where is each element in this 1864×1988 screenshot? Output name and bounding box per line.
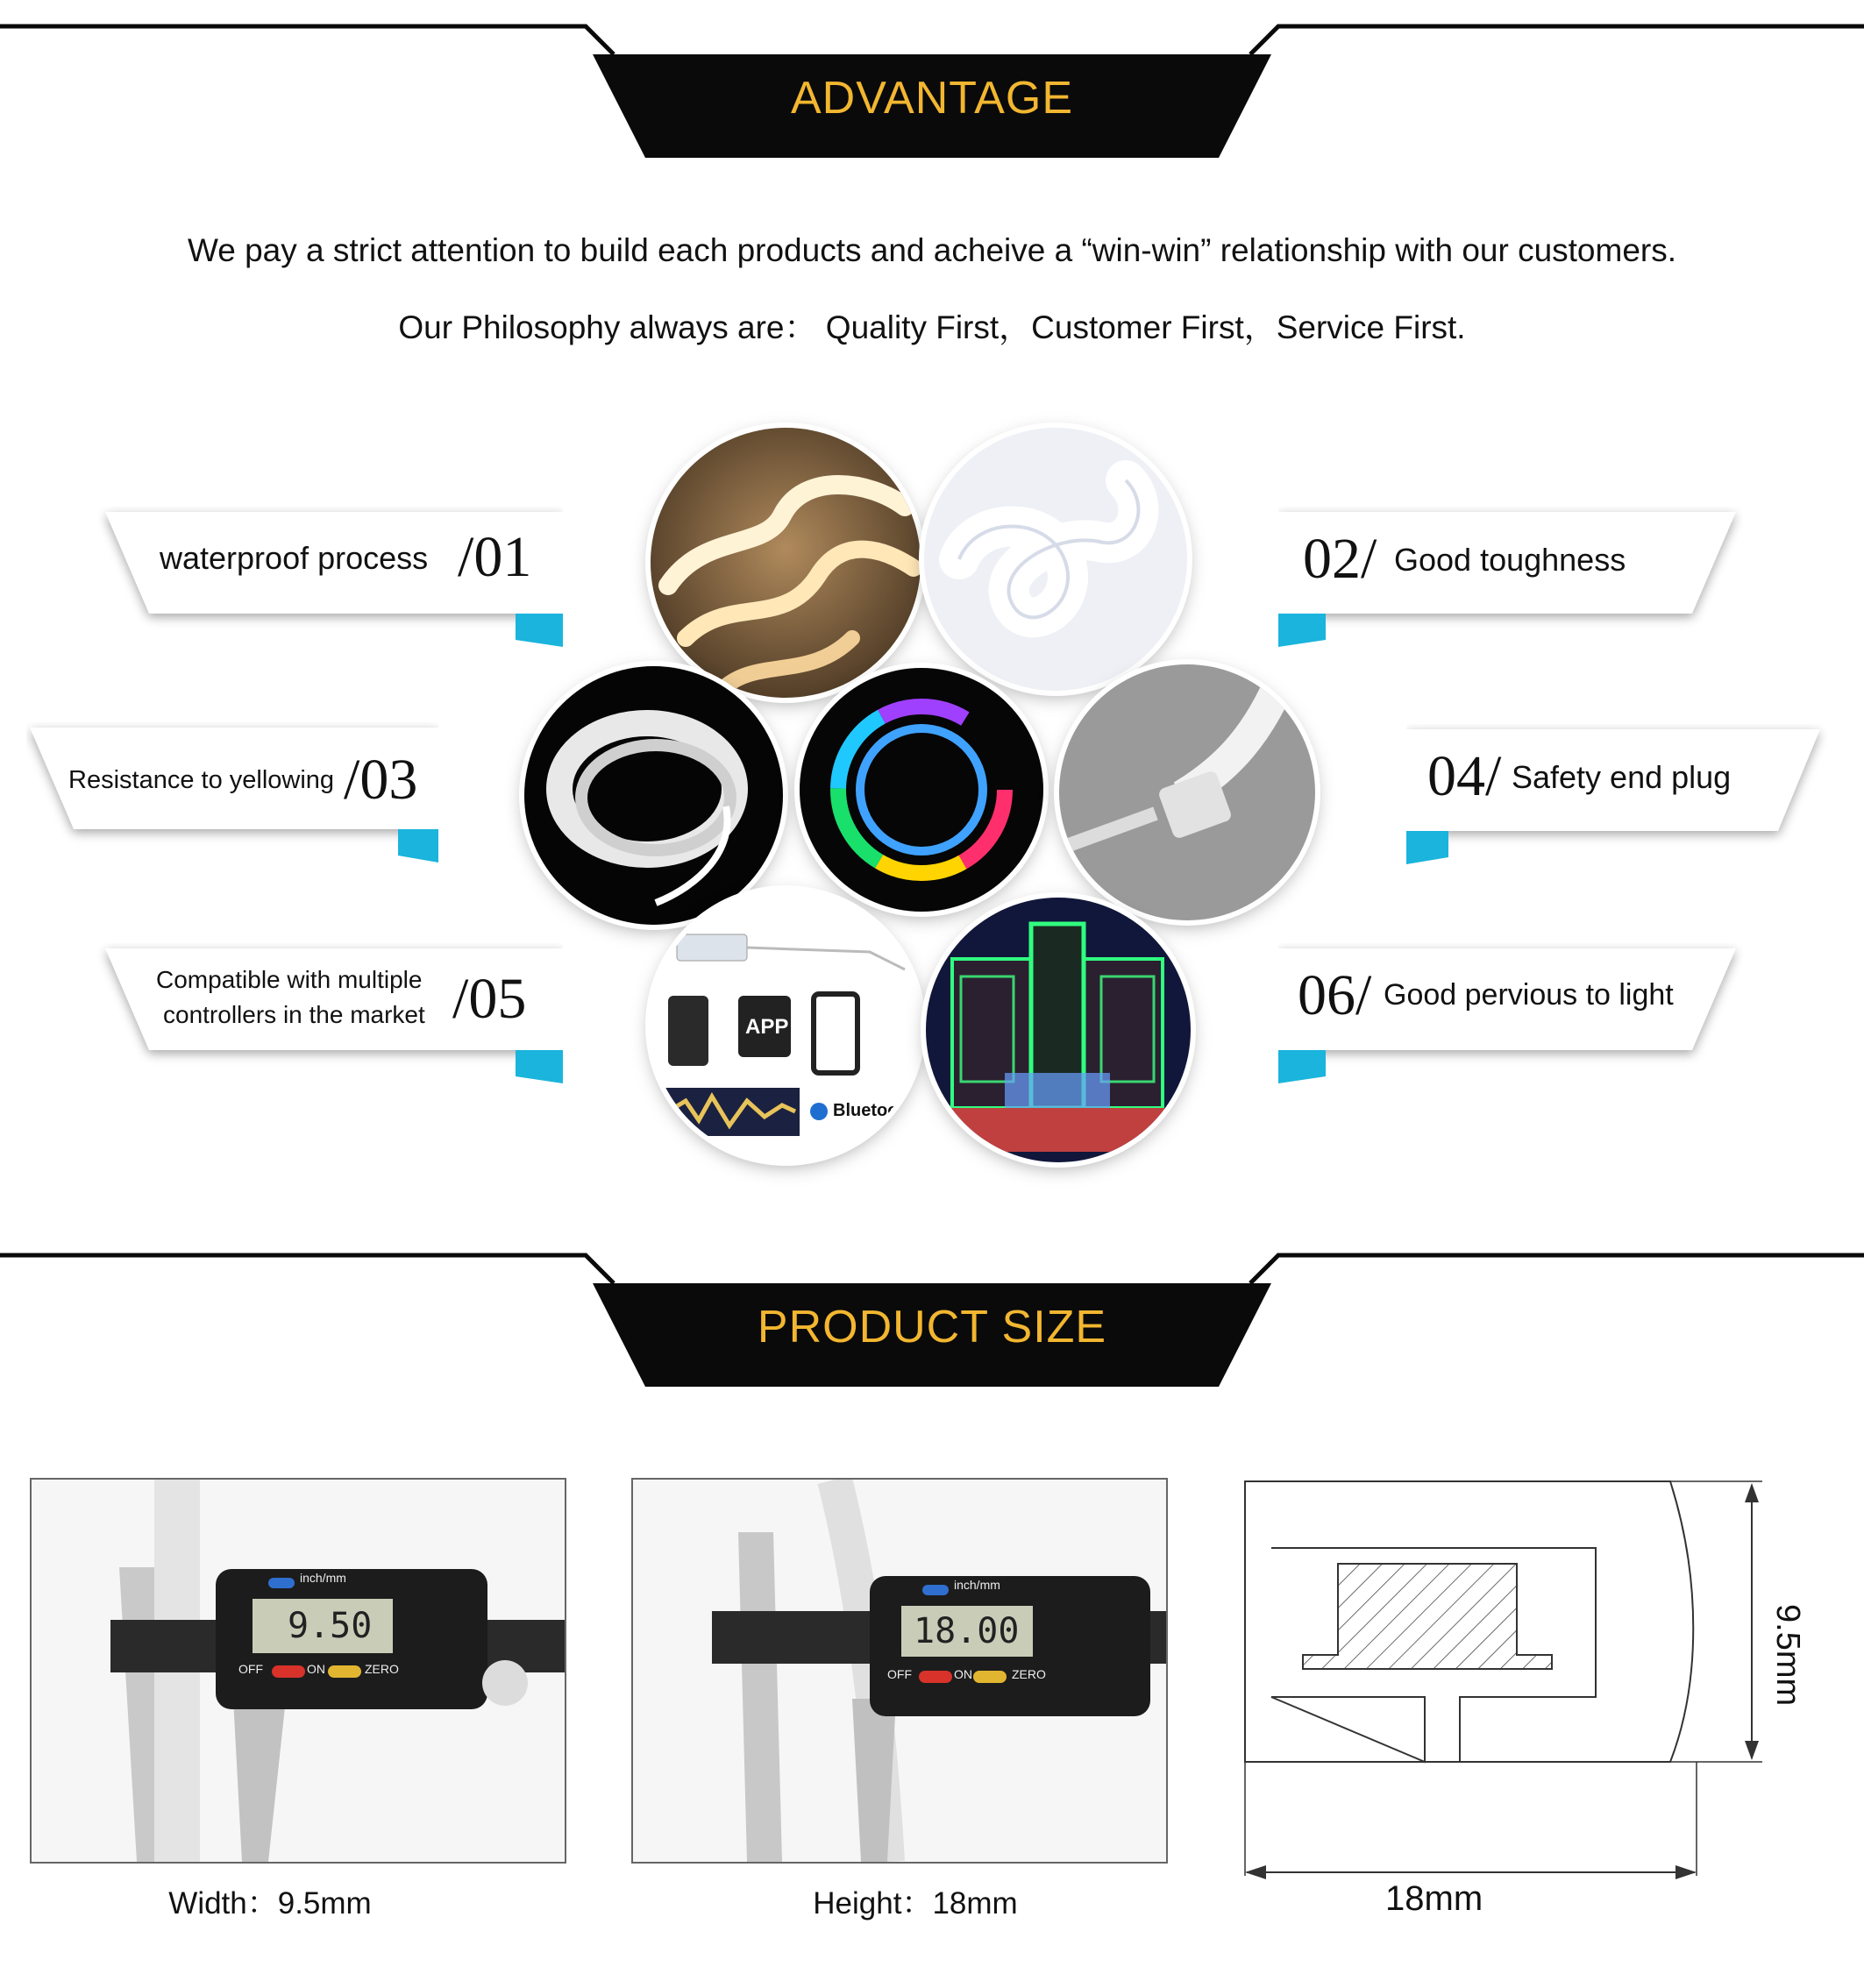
width-caption: Width：9.5mm: [168, 1886, 372, 1921]
circle-controllers-photo: [651, 891, 921, 1161]
feature-01: [98, 507, 563, 647]
product-size-banner: [0, 1246, 1864, 1395]
height-measure-photo: [631, 1478, 1168, 1864]
caliper-off-label: OFF: [238, 1662, 263, 1676]
feature-03-number: /03: [344, 748, 418, 812]
advantage-title: ADVANTAGE: [790, 73, 1073, 124]
caliper-on-label: ON: [954, 1667, 972, 1681]
app-icon-label: APP: [745, 1015, 789, 1039]
feature-05-label-line1: Compatible with multiple: [156, 966, 423, 993]
circle-yellowing-photo: [524, 666, 783, 925]
feature-06-number: 06/: [1298, 963, 1372, 1027]
feature-04: [1406, 724, 1827, 864]
caliper-zero-label: ZERO: [1012, 1667, 1046, 1681]
width-measure-photo: [30, 1478, 566, 1864]
feature-04-label: Safety end plug: [1512, 759, 1732, 795]
cross-section-diagram: [1227, 1473, 1859, 1928]
feature-04-number: 04/: [1427, 744, 1502, 808]
feature-06-label: Good pervious to light: [1384, 978, 1674, 1012]
circle-rgb-photo: [800, 668, 1043, 912]
dim-vertical-label: 9.5mm: [1769, 1604, 1806, 1707]
feature-05: [98, 943, 563, 1083]
cross-section-drawing: [1227, 1473, 1859, 1928]
circle-waterproof-photo: [651, 428, 921, 698]
caliper-unit-label: inch/mm: [954, 1578, 1000, 1592]
dim-horizontal-label: 18mm: [1385, 1879, 1483, 1918]
feature-06: [1278, 943, 1743, 1083]
feature-02-label: Good toughness: [1394, 542, 1626, 578]
bluetooth-label: Bluetoo: [833, 1101, 899, 1120]
feature-01-number: /01: [458, 525, 532, 589]
intro-line-1: We pay a strict attention to build each products and acheive a “win-win” relationship with our customers.: [187, 232, 1677, 268]
caliper-width-reading: 9.50: [288, 1606, 373, 1646]
product-size-title: PRODUCT SIZE: [757, 1302, 1107, 1353]
caliper-height-reading: 18.00: [914, 1611, 1020, 1651]
intro-line-2: Our Philosophy always are： Quality First，Customer First，Service First.: [398, 309, 1466, 345]
caliper-zero-label: ZERO: [365, 1662, 399, 1676]
feature-02: [1278, 507, 1743, 647]
feature-05-number: /05: [452, 967, 527, 1031]
feature-03: [26, 722, 438, 863]
circle-end-plug-photo: [1059, 664, 1315, 920]
feature-01-label: waterproof process: [160, 540, 429, 576]
height-caption: Height：18mm: [813, 1886, 1018, 1921]
feature-05-label-line2: controllers in the market: [163, 1001, 425, 1028]
advantage-banner: [0, 18, 1864, 167]
feature-02-number: 02/: [1303, 527, 1377, 591]
circle-building-photo: [926, 898, 1191, 1162]
feature-03-label: Resistance to yellowing: [68, 766, 335, 794]
caliper-unit-label: inch/mm: [300, 1571, 346, 1585]
caliper-off-label: OFF: [887, 1667, 912, 1681]
caliper-on-label: ON: [307, 1662, 325, 1676]
circle-toughness-photo: [924, 428, 1187, 691]
